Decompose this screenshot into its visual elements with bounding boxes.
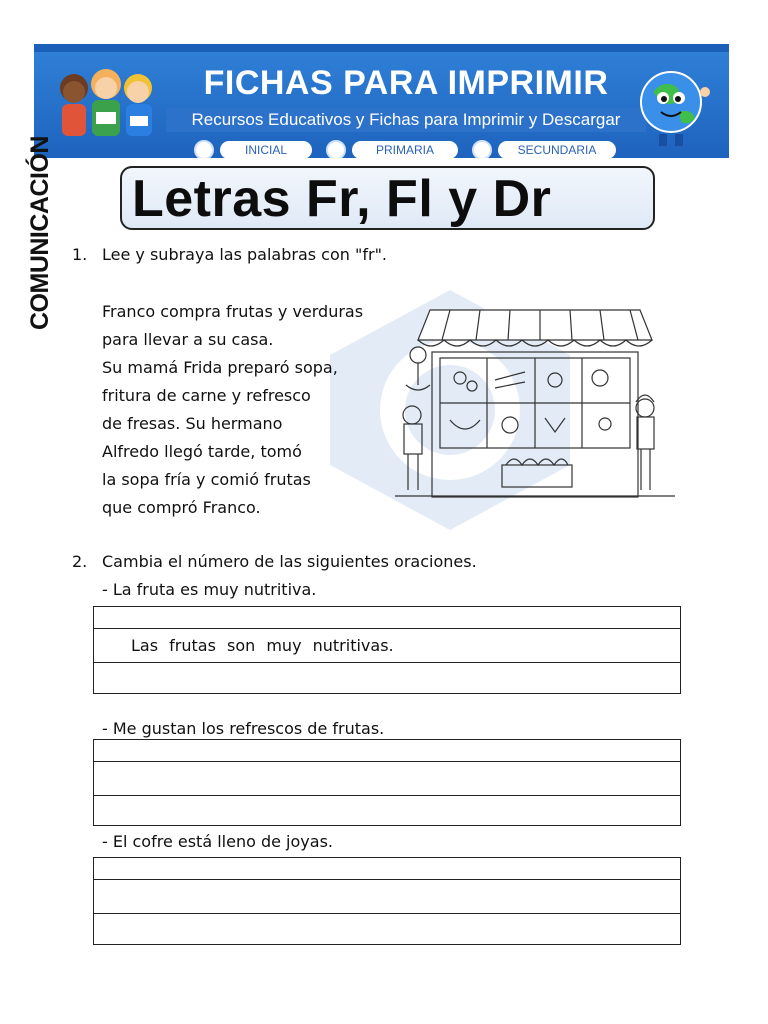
reading-line: que compró Franco. (102, 498, 261, 517)
nav-label: PRIMARIA (352, 141, 458, 158)
answer-line[interactable] (94, 796, 680, 825)
reading-line: Franco compra frutas y verduras (102, 302, 364, 321)
answer-box-3[interactable] (93, 857, 681, 945)
question-prompt: Cambia el número de las siguientes oraciones. (102, 552, 477, 571)
question-number: 2. (72, 552, 88, 571)
sentence-2: - Me gustan los refrescos de frutas. (102, 719, 385, 738)
sentence-1: - La fruta es muy nutritiva. (102, 580, 317, 599)
kids-illustration-icon (46, 58, 166, 158)
answer-box-2[interactable] (93, 739, 681, 826)
reading-line: la sopa fría y comió frutas (102, 470, 311, 489)
nav-label: SECUNDARIA (498, 141, 616, 158)
answer-line[interactable] (94, 740, 680, 762)
answer-line[interactable] (94, 629, 680, 663)
answer-text: Las frutas son muy nutritivas. (131, 636, 394, 655)
reading-line: Su mamá Frida preparó sopa, (102, 358, 338, 377)
subject-side-label: COMUNICACIÓN (26, 136, 54, 330)
banner-nav (194, 140, 616, 158)
site-title: FICHAS PARA IMPRIMIR (203, 64, 609, 102)
nav-inicial-button[interactable] (194, 140, 312, 158)
question-2 (72, 552, 477, 571)
question-prompt: Lee y subraya las palabras con "fr". (102, 245, 388, 264)
reading-passage (102, 298, 363, 522)
home-icon (326, 140, 346, 158)
answer-line[interactable] (94, 914, 680, 944)
answer-line[interactable] (94, 880, 680, 914)
question-number: 1. (72, 245, 88, 264)
site-subtitle: Recursos Educativos y Fichas para Imprimir y Descargar (166, 108, 646, 132)
reading-line: de fresas. Su hermano (102, 414, 283, 433)
answer-line[interactable] (94, 663, 680, 693)
home-icon (194, 140, 214, 158)
answer-line[interactable] (94, 858, 680, 880)
page-title: Letras Fr, Fl y Dr (132, 170, 552, 228)
answer-box-1[interactable] (93, 606, 681, 694)
reading-line: fritura de carne y refresco (102, 386, 311, 405)
market-stall-illustration-icon (390, 300, 680, 505)
reading-line: para llevar a su casa. (102, 330, 274, 349)
nav-secundaria-button[interactable] (472, 140, 616, 158)
nav-primaria-button[interactable] (326, 140, 458, 158)
sentence-3: - El cofre está lleno de joyas. (102, 832, 333, 851)
globe-mascot-icon (633, 62, 713, 152)
home-icon (472, 140, 492, 158)
answer-line[interactable] (94, 762, 680, 796)
header-banner (34, 44, 729, 158)
reading-line: Alfredo llegó tarde, tomó (102, 442, 302, 461)
question-1 (72, 245, 387, 264)
nav-label: INICIAL (220, 141, 312, 158)
answer-line[interactable] (94, 607, 680, 629)
